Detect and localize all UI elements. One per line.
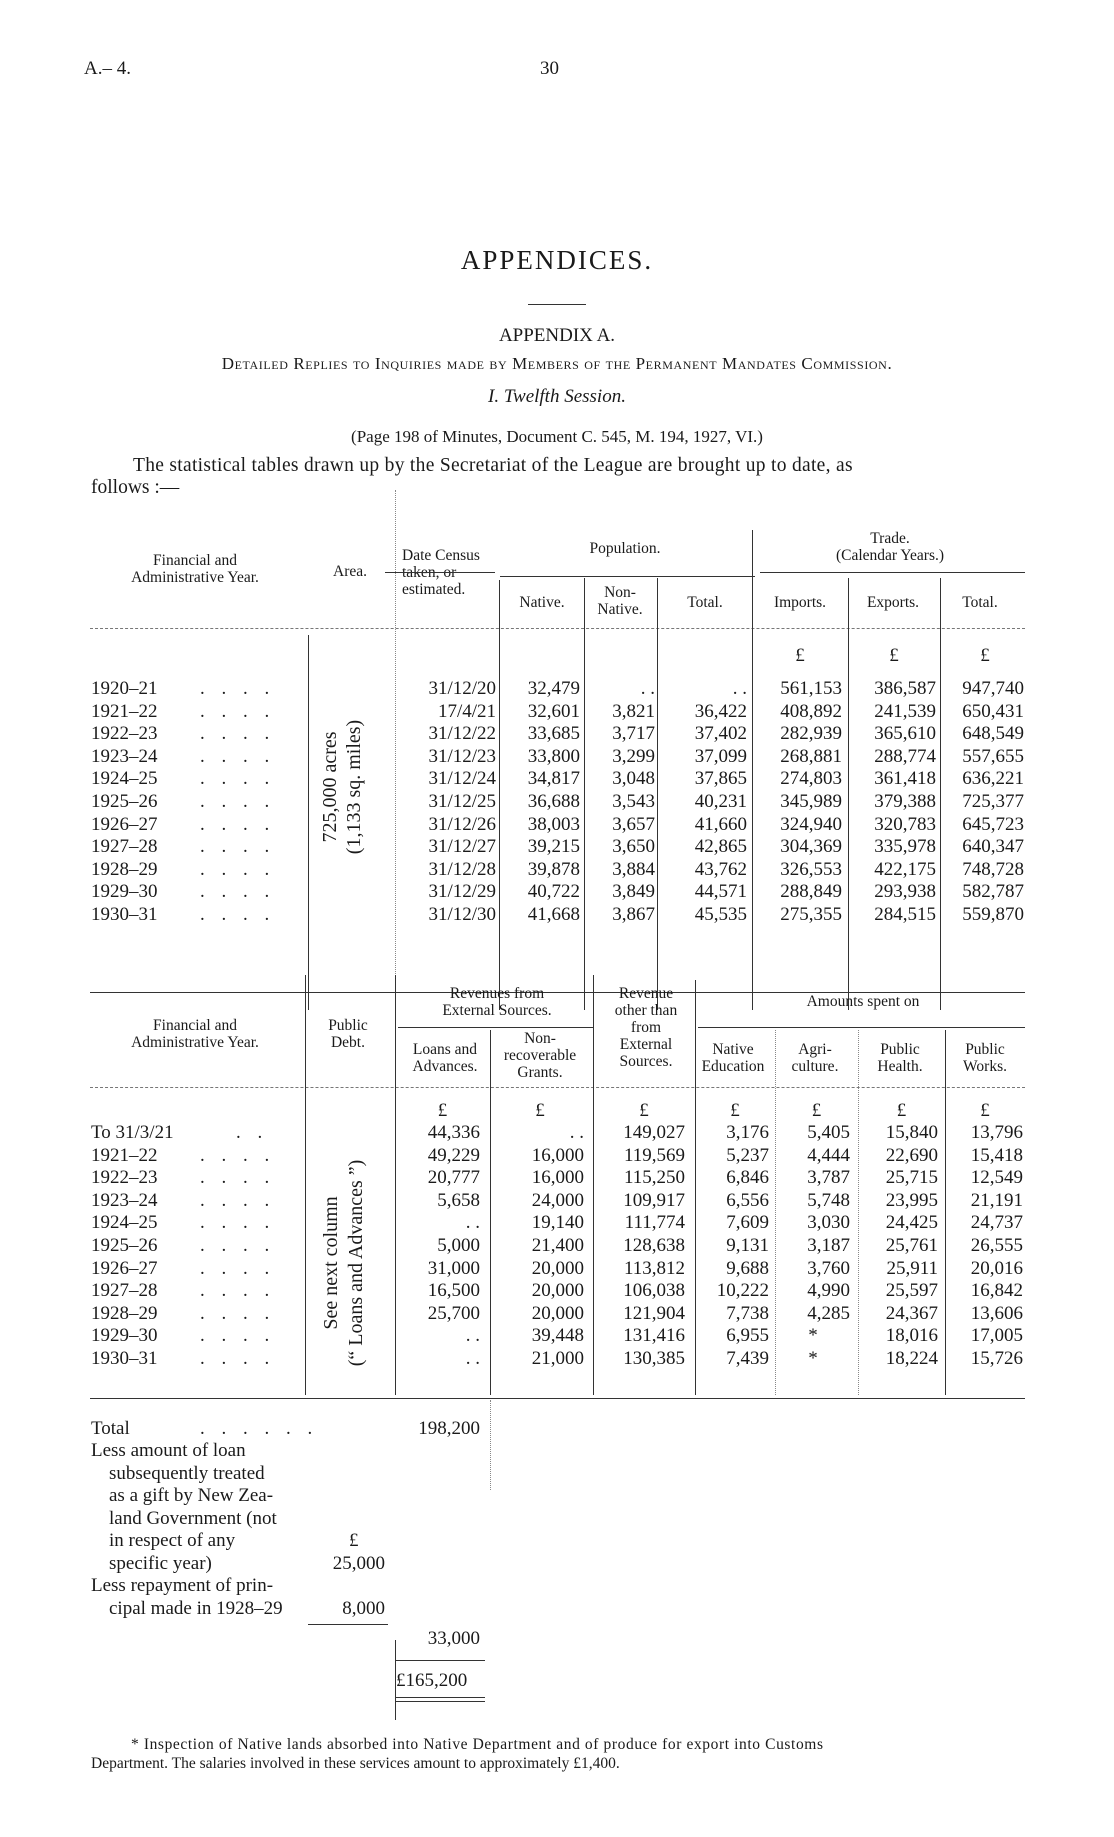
- t1-cell-year: 1927–28: [91, 836, 158, 858]
- t1-cell-native: 41,668: [527, 904, 580, 925]
- t1-header-non-native: Non- Native.: [597, 584, 643, 618]
- t1-header-native: Native.: [519, 594, 565, 611]
- t2-cell-works: 20,016: [970, 1257, 1023, 1279]
- page-number: 30: [540, 58, 559, 79]
- minutes-reference: (Page 198 of Minutes, Document C. 545, M. 194, 1927, VI.): [351, 427, 763, 446]
- less-repayment-text: Less repayment of prin- cipal made in 1928–29: [91, 1575, 283, 1619]
- appendices-heading: APPENDICES.: [460, 245, 654, 275]
- t1-total-currency: £: [980, 645, 990, 666]
- leader-dots: . . . .: [200, 1235, 276, 1256]
- t2-cell-revenue: 106,038: [623, 1280, 685, 1302]
- t1-cell-exports: 284,515: [874, 904, 936, 925]
- t2-health-currency: £: [896, 1100, 907, 1121]
- final-total-value: £165,200: [396, 1670, 468, 1691]
- t2-cell-agriculture: 3,760: [807, 1257, 850, 1279]
- t1-header-area: Area.: [333, 563, 367, 580]
- t1-cell-non-native: 3,717: [612, 723, 655, 745]
- t1-cell-trade-total: 636,221: [962, 768, 1024, 790]
- t2-cell-health: 25,597: [885, 1280, 938, 1302]
- footnote: * Inspection of Native lands absorbed into Native Department and of produce for export into Customs Department. The salaries involved in these services amount to approximately £1,400.: [91, 1736, 824, 1772]
- t2-cell-health: 23,995: [885, 1189, 938, 1211]
- title-rule: [528, 304, 586, 305]
- t2-header-revenues-external: Revenues from External Sources.: [442, 985, 552, 1019]
- t1-cell-native: 33,800: [527, 745, 580, 767]
- t1-header-rule: [90, 628, 1025, 629]
- t1-cell-census: 31/12/24: [428, 768, 496, 790]
- t2-debt-note: See next column (“ Loans and Advances ”): [320, 1159, 367, 1367]
- leader-dots: . .: [236, 1122, 269, 1143]
- t1-cell-census: 17/4/21: [437, 700, 496, 722]
- t1-cell-non-native: 3,543: [612, 791, 655, 812]
- t1-header-year: Financial and Administrative Year.: [131, 552, 259, 586]
- t2-cell-education: 5,237: [726, 1144, 769, 1166]
- t1-cell-total: 43,762: [694, 858, 747, 880]
- t2-cell-revenue: 109,917: [623, 1189, 685, 1211]
- t1-cell-census: 31/12/30: [428, 904, 496, 925]
- t1-cell-exports: 288,774: [874, 745, 936, 767]
- t1-cell-census: 31/12/29: [428, 881, 496, 903]
- t1-header-census: Date Census taken, or estimated.: [402, 547, 480, 598]
- t1-cell-census: 31/12/28: [428, 858, 496, 880]
- t2-cell-agriculture: 3,787: [807, 1167, 850, 1189]
- t2-cell-grants: 19,140: [531, 1212, 584, 1234]
- t2-cell-education: 9,688: [726, 1257, 769, 1279]
- t2-cell-health: 18,224: [885, 1348, 938, 1369]
- t1-cell-census: 31/12/26: [428, 813, 496, 835]
- t1-cell-total: 44,571: [694, 881, 747, 903]
- t2-cell-loans: 5,658: [437, 1189, 480, 1211]
- t2-cell-agriculture: *: [808, 1325, 818, 1347]
- t1-area-note: 725,000 acres (1,133 sq. miles): [319, 719, 365, 855]
- t2-cell-loans: 44,336: [427, 1122, 480, 1143]
- t2-cell-education: 6,846: [726, 1167, 769, 1189]
- t1-cell-total: . .: [732, 678, 747, 699]
- deductions-value: 33,000: [427, 1628, 480, 1649]
- t1-cell-non-native: 3,650: [612, 836, 655, 858]
- t2-cell-education: 3,176: [726, 1122, 769, 1143]
- t2-cell-agriculture: 3,187: [807, 1235, 850, 1256]
- t1-cell-trade-total: 582,787: [962, 881, 1024, 903]
- t1-cell-exports: 241,539: [874, 700, 936, 722]
- leader-dots: . . . .: [200, 1302, 276, 1324]
- t1-cell-native: 33,685: [527, 723, 580, 745]
- t2-cell-works: 17,005: [970, 1325, 1023, 1347]
- t2-cell-loans: 16,500: [427, 1280, 480, 1302]
- t2-cell-agriculture: *: [808, 1348, 818, 1369]
- t1-cell-exports: 386,587: [874, 678, 936, 699]
- t2-cell-works: 15,726: [970, 1348, 1023, 1369]
- t1-cell-trade-total: 648,549: [962, 723, 1024, 745]
- t2-works-currency: £: [980, 1100, 990, 1121]
- t1-cell-census: 31/12/27: [428, 836, 496, 858]
- t2-header-public-works: Public Works.: [963, 1041, 1007, 1075]
- leader-dots: . . . .: [200, 1167, 276, 1189]
- t1-cell-census: 31/12/25: [428, 791, 496, 812]
- t2-cell-education: 6,955: [726, 1325, 769, 1347]
- session-title: I. Twelfth Session.: [488, 386, 626, 407]
- t2-cell-works: 16,842: [970, 1280, 1023, 1302]
- less-loan-currency: £: [349, 1530, 359, 1551]
- t2-cell-year: 1926–27: [91, 1257, 158, 1279]
- t2-cell-year: 1922–23: [91, 1167, 158, 1189]
- t2-cell-loans: . .: [465, 1325, 480, 1347]
- t1-cell-native: 39,215: [527, 836, 580, 858]
- t2-cell-health: 25,911: [886, 1257, 938, 1279]
- t1-exports-currency: £: [889, 645, 899, 666]
- leader-dots: . . . .: [200, 1257, 276, 1279]
- t2-cell-works: 13,796: [970, 1122, 1023, 1143]
- t2-cell-education: 9,131: [726, 1235, 769, 1256]
- t2-cell-revenue: 113,812: [623, 1257, 685, 1279]
- t1-cell-imports: 408,892: [780, 700, 842, 722]
- t1-cell-imports: 275,355: [780, 904, 842, 925]
- t2-cell-education: 7,738: [726, 1302, 769, 1324]
- t2-cell-loans: . .: [465, 1212, 480, 1234]
- leader-dots: . . . .: [200, 678, 276, 699]
- t1-header-trade-total: Total.: [962, 594, 998, 611]
- leader-dots: . . . .: [200, 836, 276, 858]
- t1-cell-imports: 324,940: [780, 813, 842, 835]
- t1-cell-exports: 293,938: [874, 881, 936, 903]
- t1-cell-native: 40,722: [527, 881, 580, 903]
- t2-cell-works: 24,737: [970, 1212, 1023, 1234]
- t2-cell-agriculture: 4,444: [807, 1144, 850, 1166]
- t2-cell-revenue: 115,250: [623, 1167, 685, 1189]
- t1-cell-year: 1925–26: [91, 791, 158, 812]
- less-loan-value: 25,000: [332, 1553, 385, 1574]
- t1-cell-total: 40,231: [694, 791, 747, 812]
- t1-cell-year: 1921–22: [91, 700, 158, 722]
- t2-cell-grants: 16,000: [531, 1167, 584, 1189]
- t2-cell-health: 15,840: [885, 1122, 938, 1143]
- t1-cell-total: 45,535: [694, 904, 747, 925]
- t1-cell-exports: 361,418: [874, 768, 936, 790]
- t1-cell-non-native: 3,884: [612, 858, 655, 880]
- total-value: 198,200: [418, 1418, 480, 1439]
- leader-dots: . . . .: [200, 1325, 276, 1347]
- less-repayment-value: 8,000: [342, 1598, 385, 1619]
- t2-cell-agriculture: 4,285: [807, 1302, 850, 1324]
- t1-cell-native: 34,817: [527, 768, 580, 790]
- t1-cell-exports: 379,388: [874, 791, 936, 812]
- t2-cell-health: 25,715: [885, 1167, 938, 1189]
- t1-imports-currency: £: [795, 645, 805, 666]
- t1-cell-imports: 345,989: [780, 791, 842, 812]
- t2-revenue-currency: £: [639, 1100, 649, 1121]
- t1-cell-non-native: . .: [640, 678, 655, 699]
- t1-header-imports: Imports.: [773, 594, 827, 611]
- t2-cell-education: 7,609: [726, 1212, 769, 1234]
- t2-header-revenue-other: Revenue other than from External Sources.: [614, 985, 678, 1070]
- leader-dots: . . . .: [200, 1280, 276, 1302]
- t2-cell-year: 1925–26: [91, 1235, 158, 1256]
- t1-cell-native: 39,878: [527, 858, 580, 880]
- t1-cell-imports: 288,849: [780, 881, 842, 903]
- t1-cell-exports: 422,175: [874, 858, 936, 880]
- total-leader-dots: . . . . . .: [200, 1418, 319, 1439]
- t2-cell-works: 21,191: [970, 1189, 1023, 1211]
- t1-cell-native: 36,688: [527, 791, 580, 812]
- t2-header-rule: [90, 1087, 1025, 1088]
- total-label: Total: [91, 1418, 130, 1439]
- t2-cell-year: To 31/3/21: [91, 1122, 174, 1143]
- t1-cell-trade-total: 650,431: [962, 700, 1024, 722]
- t2-cell-agriculture: 4,990: [807, 1280, 850, 1302]
- t1-cell-non-native: 3,299: [612, 745, 655, 767]
- t1-cell-non-native: 3,849: [612, 881, 655, 903]
- intro-text-line-1: The statistical tables drawn up by the Secretariat of the League are brought up to date, as: [133, 455, 853, 476]
- t1-header-exports: Exports.: [866, 594, 920, 611]
- t1-cell-exports: 320,783: [874, 813, 936, 835]
- t1-cell-year: 1929–30: [91, 881, 158, 903]
- leader-dots: . . . .: [200, 745, 276, 767]
- t2-cell-revenue: 131,416: [623, 1325, 685, 1347]
- t2-cell-year: 1921–22: [91, 1144, 158, 1166]
- t2-cell-grants: 39,448: [531, 1325, 584, 1347]
- t2-cell-education: 7,439: [726, 1348, 769, 1369]
- t2-cell-grants: 21,000: [531, 1348, 584, 1369]
- t2-cell-grants: 20,000: [531, 1280, 584, 1302]
- t2-cell-year: 1927–28: [91, 1280, 158, 1302]
- t2-cell-year: 1930–31: [91, 1348, 158, 1369]
- t2-cell-grants: 21,400: [531, 1235, 584, 1256]
- t1-cell-year: 1922–23: [91, 723, 158, 745]
- t1-cell-imports: 274,803: [780, 768, 842, 790]
- t1-cell-census: 31/12/23: [428, 745, 496, 767]
- t2-cell-revenue: 121,904: [623, 1302, 685, 1324]
- leader-dots: . . . .: [200, 813, 276, 835]
- t1-cell-non-native: 3,048: [612, 768, 655, 790]
- t2-cell-works: 13,606: [970, 1302, 1023, 1324]
- t2-cell-education: 6,556: [726, 1189, 769, 1211]
- t2-header-agriculture: Agri- culture.: [791, 1041, 839, 1075]
- leader-dots: . . . .: [200, 768, 276, 790]
- t2-cell-education: 10,222: [716, 1280, 769, 1302]
- leader-dots: . . . .: [200, 881, 276, 903]
- t2-header-public-health: Public Health.: [877, 1041, 923, 1075]
- t2-cell-agriculture: 5,405: [807, 1122, 850, 1143]
- leader-dots: . . . .: [200, 1348, 276, 1369]
- leader-dots: . . . .: [200, 791, 276, 812]
- t2-cell-grants: 20,000: [531, 1257, 584, 1279]
- leader-dots: . . . .: [200, 700, 276, 722]
- t2-cell-loans: 20,777: [427, 1167, 480, 1189]
- t2-cell-year: 1928–29: [91, 1302, 158, 1324]
- t2-cell-grants: 20,000: [531, 1302, 584, 1324]
- leader-dots: . . . .: [200, 1212, 276, 1234]
- t1-cell-native: 38,003: [527, 813, 580, 835]
- t2-header-amounts-spent: Amounts spent on: [806, 993, 920, 1010]
- t2-cell-revenue: 111,774: [624, 1212, 685, 1234]
- t2-cell-grants: . .: [569, 1122, 584, 1143]
- t2-grants-currency: £: [535, 1100, 545, 1121]
- t1-cell-trade-total: 557,655: [962, 745, 1024, 767]
- t1-cell-exports: 365,610: [874, 723, 936, 745]
- leader-dots: . . . .: [200, 723, 276, 745]
- appendix-title: APPENDIX A.: [498, 325, 616, 346]
- t1-cell-year: 1926–27: [91, 813, 158, 835]
- t1-cell-imports: 561,153: [780, 678, 842, 699]
- t2-cell-loans: 5,000: [437, 1235, 480, 1256]
- appendix-subtitle: Detailed Replies to Inquiries made by Members of the Permanent Mandates Commission.: [221, 354, 893, 373]
- t1-cell-native: 32,479: [527, 678, 580, 699]
- t2-cell-revenue: 149,027: [623, 1122, 685, 1143]
- t1-cell-imports: 268,881: [780, 745, 842, 767]
- t2-cell-year: 1924–25: [91, 1212, 158, 1234]
- intro-text-line-2: follows :—: [91, 477, 180, 498]
- t2-cell-grants: 16,000: [531, 1144, 584, 1166]
- t2-header-native-education: Native Education: [701, 1041, 765, 1075]
- t1-cell-census: 31/12/20: [428, 678, 496, 699]
- t2-cell-revenue: 119,569: [623, 1144, 685, 1166]
- t1-cell-exports: 335,978: [874, 836, 936, 858]
- t1-cell-total: 37,099: [694, 745, 747, 767]
- t2-cell-health: 24,425: [885, 1212, 938, 1234]
- t2-cell-loans: 49,229: [427, 1144, 480, 1166]
- t2-cell-health: 25,761: [885, 1235, 938, 1256]
- leader-dots: . . . .: [200, 904, 276, 925]
- t2-cell-health: 24,367: [885, 1302, 938, 1324]
- t1-cell-total: 37,865: [694, 768, 747, 790]
- t2-cell-revenue: 128,638: [623, 1235, 685, 1256]
- t1-cell-trade-total: 748,728: [962, 858, 1024, 880]
- t1-cell-trade-total: 640,347: [962, 836, 1024, 858]
- page-reference: A.– 4.: [84, 58, 131, 79]
- t2-header-grants: Non- recoverable Grants.: [503, 1030, 577, 1081]
- t1-cell-imports: 282,939: [780, 723, 842, 745]
- t1-cell-year: 1923–24: [91, 745, 158, 767]
- t1-cell-imports: 326,553: [780, 858, 842, 880]
- t1-cell-non-native: 3,821: [612, 700, 655, 722]
- t2-cell-agriculture: 3,030: [807, 1212, 850, 1234]
- t1-cell-trade-total: 559,870: [962, 904, 1024, 925]
- t2-cell-works: 12,549: [970, 1167, 1023, 1189]
- t1-header-total: Total.: [687, 594, 723, 611]
- less-loan-text: Less amount of loan subsequently treated as a gift by New Zea- land Government (not in respect of any specific year): [91, 1440, 277, 1574]
- t2-header-loans: Loans and Advances.: [412, 1041, 478, 1075]
- t2-cell-agriculture: 5,748: [807, 1189, 850, 1211]
- t1-cell-total: 37,402: [694, 723, 747, 745]
- t1-cell-census: 31/12/22: [428, 723, 496, 745]
- t1-cell-trade-total: 645,723: [962, 813, 1024, 835]
- t2-education-currency: £: [730, 1100, 740, 1121]
- t2-cell-grants: 24,000: [531, 1189, 584, 1211]
- t2-agriculture-currency: £: [811, 1100, 822, 1121]
- t1-cell-year: 1924–25: [91, 768, 158, 790]
- t2-header-public-debt: Public Debt.: [328, 1017, 368, 1051]
- t2-cell-works: 15,418: [970, 1144, 1023, 1166]
- t1-cell-year: 1928–29: [91, 858, 158, 880]
- t2-cell-works: 26,555: [970, 1235, 1023, 1256]
- t2-cell-health: 18,016: [885, 1325, 938, 1347]
- t2-header-year: Financial and Administrative Year.: [131, 1017, 259, 1051]
- t1-header-trade: Trade. (Calendar Years.): [835, 530, 945, 564]
- t1-cell-total: 42,865: [694, 836, 747, 858]
- leader-dots: . . . .: [200, 1144, 276, 1166]
- t2-cell-loans: . .: [465, 1348, 480, 1369]
- t1-cell-year: 1920–21: [91, 678, 158, 699]
- t2-loans-currency: £: [437, 1100, 448, 1121]
- t2-cell-revenue: 130,385: [623, 1348, 685, 1369]
- t1-header-population: Population.: [589, 540, 661, 557]
- t2-cell-loans: 31,000: [427, 1257, 480, 1279]
- t1-cell-trade-total: 725,377: [962, 791, 1024, 812]
- t1-cell-year: 1930–31: [91, 904, 158, 925]
- t2-cell-health: 22,690: [885, 1144, 938, 1166]
- t2-cell-year: 1929–30: [91, 1325, 158, 1347]
- t2-cell-year: 1923–24: [91, 1189, 158, 1211]
- t1-cell-native: 32,601: [527, 700, 580, 722]
- t1-cell-non-native: 3,867: [612, 904, 655, 925]
- t1-cell-total: 41,660: [694, 813, 747, 835]
- leader-dots: . . . .: [200, 858, 276, 880]
- t1-cell-imports: 304,369: [780, 836, 842, 858]
- t1-cell-non-native: 3,657: [612, 813, 655, 835]
- t2-cell-loans: 25,700: [427, 1302, 480, 1324]
- t1-cell-total: 36,422: [694, 700, 747, 722]
- leader-dots: . . . .: [200, 1189, 276, 1211]
- t1-cell-trade-total: 947,740: [962, 678, 1024, 699]
